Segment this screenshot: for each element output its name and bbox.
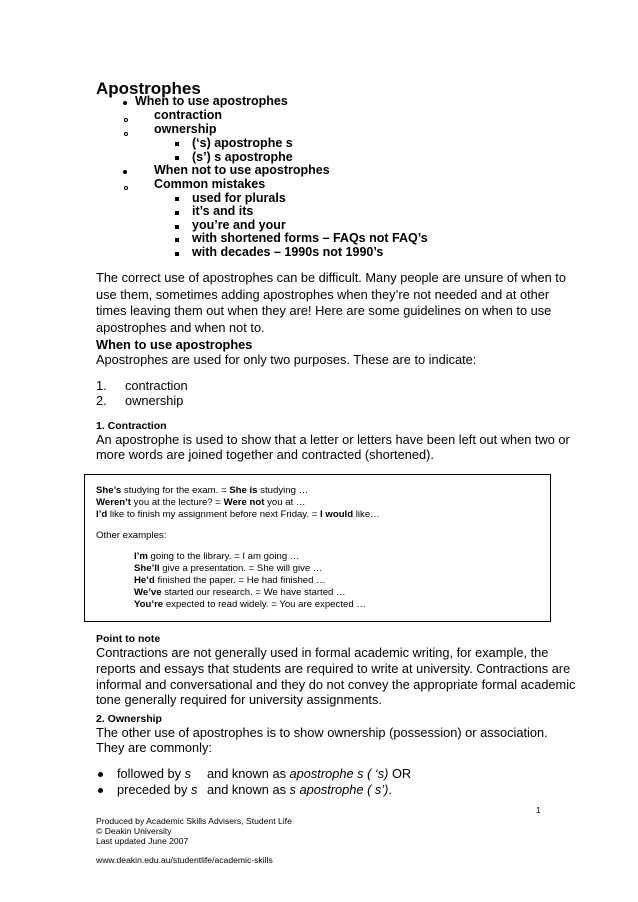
example-label: Other examples:: [96, 530, 167, 541]
square-bullet-icon: [175, 156, 179, 160]
square-bullet-icon: [175, 211, 179, 215]
text-line: reports and essays that students are required to write at university. Contractions are: [96, 661, 571, 676]
outline-item: ownership: [154, 122, 217, 136]
list-item: ownership: [125, 393, 184, 408]
list-item: preceded by s: [117, 782, 198, 797]
example-line: He’d finished the paper. = He had finished …: [134, 575, 326, 586]
outline-item: you’re and your: [192, 218, 286, 232]
circle-bullet-icon: [124, 118, 128, 122]
footer-line: © Deakin University: [96, 826, 172, 836]
square-bullet-icon: [175, 238, 179, 242]
footer-line: Last updated June 2007: [96, 836, 189, 846]
square-bullet-icon: [175, 142, 179, 146]
note-heading: Point to note: [96, 633, 161, 645]
text-line: times leaving them out when they are! Here are some guidelines on when to use: [96, 303, 552, 318]
bullet-icon: [98, 772, 103, 777]
text-line: The correct use of apostrophes can be difficult. Many people are unsure of when to: [96, 270, 566, 285]
section-heading: When to use apostrophes: [96, 337, 253, 352]
list-item: contraction: [125, 378, 188, 393]
outline-item: Common mistakes: [154, 177, 266, 191]
example-line: She’ll give a presentation. = She will give …: [134, 563, 323, 574]
list-number: 1.: [96, 378, 107, 393]
bullet-icon: [123, 101, 127, 105]
text-line: Apostrophes are used for only two purposes. These are to indicate:: [96, 352, 477, 367]
example-line: Weren’t you at the lecture? = Were not you at …: [96, 497, 306, 508]
page-number: 1: [536, 805, 541, 815]
bullet-icon: [123, 170, 127, 174]
list-number: 2.: [96, 393, 107, 408]
outline-item: it’s and its: [192, 204, 254, 218]
outline-item: (‘s) apostrophe s: [192, 136, 293, 150]
list-item: followed by s: [117, 766, 191, 781]
text-line: Contractions are not generally used in formal academic writing, for example, the: [96, 645, 549, 660]
outline-item: with shortened forms – FAQs not FAQ’s: [192, 231, 428, 245]
text-line: apostrophes and when not to.: [96, 320, 265, 335]
outline-item: When not to use apostrophes: [154, 163, 330, 177]
page-title: Apostrophes: [96, 79, 201, 98]
outline-item: used for plurals: [192, 191, 286, 205]
circle-bullet-icon: [124, 186, 128, 190]
footer-url[interactable]: www.deakin.edu.au/studentlife/academic-skills: [96, 855, 273, 865]
example-line: I’m going to the library. = I am going …: [134, 551, 300, 562]
text-line: An apostrophe is used to show that a letter or letters have been left out when two or: [96, 432, 570, 447]
bullet-icon: [98, 788, 103, 793]
section-heading: 2. Ownership: [96, 713, 162, 725]
list-item-detail: and known as apostrophe s ( ‘s) OR: [207, 766, 412, 781]
example-line: We’ve started our research. = We have started …: [134, 587, 346, 598]
outline-item: (s’) s apostrophe: [192, 150, 293, 164]
text-line: informal and conversational and they do not convey the appropriate formal academic: [96, 677, 576, 692]
circle-bullet-icon: [124, 132, 128, 136]
footer-line: Produced by Academic Skills Advisers, Student Life: [96, 816, 292, 826]
outline-item: with decades – 1990s not 1990’s: [192, 245, 384, 259]
example-line: She’s studying for the exam. = She is studying …: [96, 485, 309, 496]
example-line: You’re expected to read widely. = You are expected …: [134, 599, 366, 610]
text-line: The other use of apostrophes is to show ownership (possession) or association.: [96, 725, 548, 740]
text-line: tone generally required for university assignments.: [96, 692, 382, 707]
outline-item: When to use apostrophes: [135, 94, 288, 108]
text-line: They are commonly:: [96, 740, 212, 755]
outline-item: contraction: [154, 108, 223, 122]
square-bullet-icon: [175, 197, 179, 201]
example-line: I’d like to finish my assignment before next Friday. = I would like…: [96, 509, 380, 520]
list-item-detail: and known as s apostrophe ( s’).: [207, 782, 392, 797]
text-line: use them, sometimes adding apostrophes when they’re not needed and at other: [96, 287, 550, 302]
text-line: more words are joined together and contracted (shortened).: [96, 447, 434, 462]
section-heading: 1. Contraction: [96, 420, 167, 432]
square-bullet-icon: [175, 252, 179, 256]
square-bullet-icon: [175, 225, 179, 229]
